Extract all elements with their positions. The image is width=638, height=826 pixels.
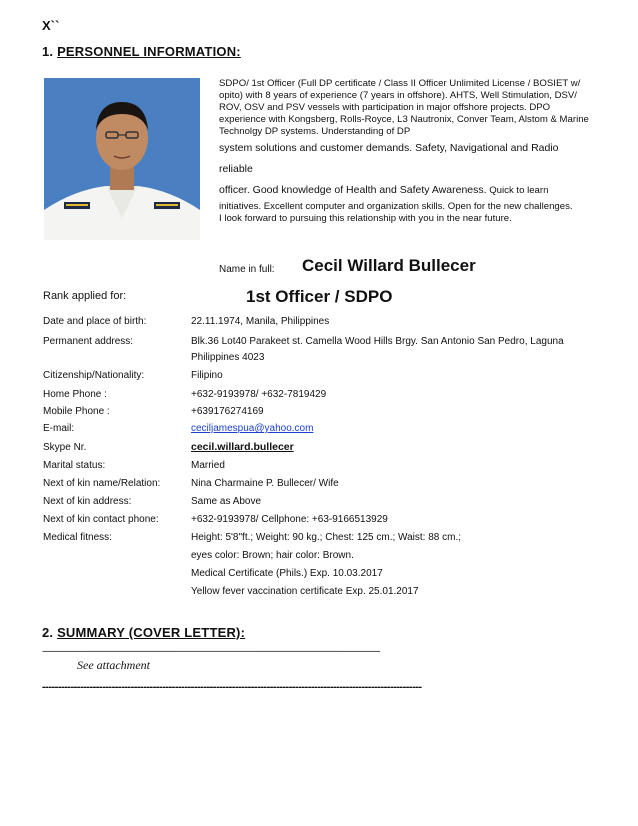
email-link[interactable]: ceciljamespua@yahoo.com — [191, 423, 314, 434]
full-name: Cecil Willard Bullecer — [302, 256, 476, 275]
citizenship-label: Citizenship/Nationality: — [43, 370, 145, 381]
dashed-divider-bottom: ------------------------------------------------------------------------------------------------------------------------ — [42, 681, 422, 693]
address-value: Blk.36 Lot40 Parakeet st. Camella Wood Hills Brgy. San Antonio San Pedro, Laguna — [191, 336, 564, 347]
section-1-heading — [42, 44, 241, 59]
home-phone-value: +632-9193978/ +632-7819429 — [191, 389, 327, 400]
kin-address-label: Next of kin address: — [43, 496, 132, 507]
birth-value: 22.11.1974, Manila, Philippines — [191, 316, 330, 327]
summary-line-1: SDPO/ 1st Officer (Full DP certificate / Class II Officer Unlimited License / BOSIET w/ opito) with 8 years of experience (7 years in offshore). AHTS, Well Stimulation, DSV/ ROV, OSV and PSV vessels with participation in major offshore projects. DPO experience with Kongsberg, Rolls-Royce, L3 Nautronix, Conver Team, Alstom & Marine Technolgy DP systems. Understanding of DP — [219, 78, 589, 137]
section-2-title: SUMMARY (COVER LETTER): — [57, 625, 246, 640]
section-2-number: 2. — [42, 625, 54, 640]
dashed-divider-top: ------------------------------------------------------------------------------------------------------------------------------------------------------------------------- — [42, 646, 380, 656]
citizenship-value: Filipino — [191, 370, 223, 381]
section-1-title: PERSONNEL INFORMATION: — [57, 44, 241, 59]
address-label: Permanent address: — [43, 336, 134, 347]
profile-photo — [44, 78, 200, 240]
kin-phone-label: Next of kin contact phone: — [43, 514, 159, 525]
summary-line-4: I look forward to pursuing this relationship with you in the near future. — [219, 213, 512, 224]
rank-label: Rank applied for: — [43, 290, 127, 302]
marital-label: Marital status: — [43, 460, 106, 471]
name-label: Name in full: — [219, 264, 275, 275]
section-1-number: 1. — [42, 44, 54, 59]
email-label: E-mail: — [43, 423, 75, 434]
attachment-note: See attachment — [77, 658, 150, 672]
summary-line-2: system solutions and customer demands. Safety, Navigational and Radio reliable — [219, 142, 559, 175]
medical-label: Medical fitness: — [43, 532, 112, 543]
rank-value: 1st Officer / SDPO — [246, 287, 393, 306]
kin-name-value: Nina Charmaine P. Bullecer/ Wife — [191, 478, 339, 489]
medical-value-3: Medical Certificate (Phils.) Exp. 10.03.2017 — [191, 568, 383, 579]
mobile-phone-value: +639176274169 — [191, 406, 264, 417]
skype-value: cecil.willard.bullecer — [191, 441, 294, 453]
mobile-phone-label: Mobile Phone : — [43, 406, 110, 417]
medical-value: Height: 5'8"ft.; Weight: 90 kg.; Chest: 125 cm.; Waist: 88 cm.; — [191, 532, 462, 543]
profile-summary — [219, 78, 589, 225]
summary-line-3: officer. Good knowledge of Health and Safety Awareness. Quick to learn initiatives. Excellent computer and organization skills. Open for the new challenges. — [219, 184, 573, 212]
kin-name-label: Next of kin name/Relation: — [43, 478, 161, 489]
kin-address-value: Same as Above — [191, 496, 262, 507]
header-mark: X`` — [42, 18, 60, 33]
address-value-2: Philippines 4023 — [191, 352, 265, 363]
medical-value-2: eyes color: Brown; hair color: Brown. — [191, 550, 354, 561]
home-phone-label: Home Phone : — [43, 389, 107, 400]
skype-label: Skype Nr. — [43, 442, 87, 453]
marital-value: Married — [191, 460, 225, 471]
section-2-heading — [42, 625, 245, 640]
medical-value-4: Yellow fever vaccination certificate Exp. 25.01.2017 — [191, 586, 419, 597]
birth-label: Date and place of birth: — [43, 316, 147, 327]
kin-phone-value: +632-9193978/ Cellphone: +63-9166513929 — [191, 514, 388, 525]
